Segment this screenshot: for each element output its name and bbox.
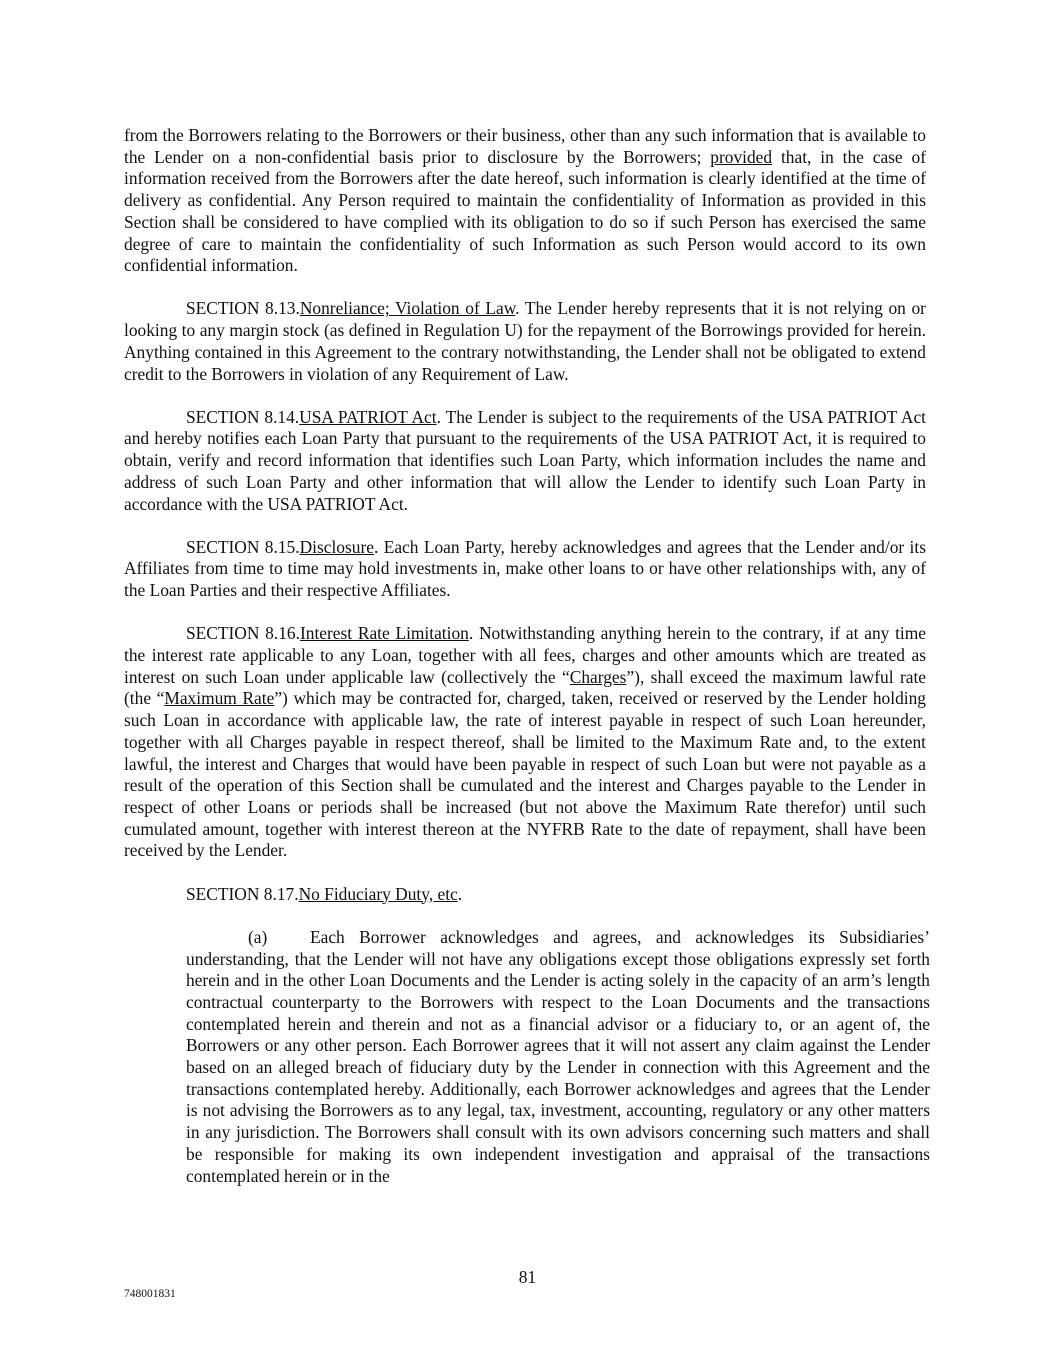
- section-title: USA PATRIOT Act: [299, 406, 437, 427]
- section-title: Nonreliance; Violation of Law: [299, 298, 516, 319]
- section-8-13: SECTION 8.13.Nonreliance; Violation of Law. The Lender hereby represents that it is not relying on or looking to any margin stock (as defined in Regulation U) for the repayment of the Borrowings provided for herein. Anything contained in this Agreement to the contrary notwithstanding, the Lender shall not be obligated to extend credit to the Borrowers in violation of any Requirement of Law.: [124, 298, 926, 384]
- section-8-14: SECTION 8.14.USA PATRIOT Act. The Lender is subject to the requirements of the USA PATRIOT Act and hereby notifies each Loan Party that pursuant to the requirements of the USA PATRIOT Act, it is required to obtain, verify and record information that identifies such Loan Party, which information includes the name and address of such Loan Party and other information that will allow the Lender to identify such Loan Party in accordance with the USA PATRIOT Act.: [124, 406, 926, 514]
- section-title: Disclosure: [299, 536, 374, 557]
- section-number: SECTION 8.16.: [186, 623, 300, 644]
- section-number: SECTION 8.14.: [186, 406, 300, 427]
- document-body: [124, 125, 930, 1209]
- section-8-17-a: (a) Each Borrower acknowledges and agrees, and acknowledges its Subsidiaries’ understanding, that the Lender will not have any obligations except those obligations expressly set forth herein and in the other Loan Documents and the Lender is acting solely in the capacity of an arm’s length contractual counterparty to the Borrowers with respect to the Loan Documents and the transactions contemplated herein and therein and not as a financial advisor or a fiduciary to, or an agent of, the Borrowers or any other person. Each Borrower agrees that it will not assert any claim against the Lender based on an alleged breach of fiduciary duty by the Lender in connection with this Agreement and the transactions contemplated hereby. Additionally, each Borrower acknowledges and agrees that the Lender is not advising the Borrowers as to any legal, tax, investment, accounting, regulatory or any other matters in any jurisdiction. The Borrowers shall consult with its own advisors concerning such matters and shall be responsible for making its own independent investigation and appraisal of the transactions contemplated herein or in the: [186, 926, 930, 1186]
- section-title: Interest Rate Limitation: [299, 623, 469, 644]
- clause-label: (a): [248, 926, 268, 947]
- section-8-15: SECTION 8.15.Disclosure. Each Loan Party, hereby acknowledges and agrees that the Lender and/or its Affiliates from time to time may hold investments in, make other loans to or have other relationships with, any of the Loan Parties and their respective Affiliates.: [124, 536, 926, 601]
- maximum-rate-term: Maximum Rate: [164, 688, 275, 709]
- document-id: 748001831: [124, 1288, 176, 1300]
- section-title: No Fiduciary Duty, etc: [298, 883, 458, 904]
- charges-term: Charges: [569, 666, 627, 687]
- section-8-17: SECTION 8.17.No Fiduciary Duty, etc.: [186, 883, 463, 904]
- section-number: SECTION 8.15.: [186, 536, 300, 557]
- page-number: 81: [518, 1267, 537, 1287]
- paragraph-confidentiality-continued: from the Borrowers relating to the Borrowers or their business, other than any such information that is available to the Lender on a non-confidential basis prior to disclosure by the Borrowers; provided that, in the case of information received from the Borrowers after the date hereof, such information is clearly identified at the time of delivery as confidential. Any Person required to maintain the confidentiality of Information as provided in this Section shall be considered to have complied with its obligation to do so if such Person has exercised the same degree of care to maintain the confidentiality of such Information as such Person would accord to its own confidential information.: [124, 125, 926, 276]
- section-8-16: SECTION 8.16.Interest Rate Limitation. Notwithstanding anything herein to the contrary, if at any time the interest rate applicable to any Loan, together with all fees, charges and other amounts which are treated as interest on such Loan under applicable law (collectively the “Charges”), shall exceed the maximum lawful rate (the “Maximum Rate”) which may be contracted for, charged, taken, received or reserved by the Lender holding such Loan in accordance with applicable law, the rate of interest payable in respect of such Loan hereunder, together with all Charges payable in respect thereof, shall be limited to the Maximum Rate and, to the extent lawful, the interest and Charges that would have been payable in respect of such Loan but were not payable as a result of the operation of this Section shall be cumulated and the interest and Charges payable to the Lender in respect of other Loans or periods shall be increased (but not above the Maximum Rate therefor) until such cumulated amount, together with interest thereon at the NYFRB Rate to the date of repayment, shall have been received by the Lender.: [124, 623, 927, 861]
- section-number: SECTION 8.17.: [186, 883, 299, 904]
- provided-term: provided: [710, 146, 773, 167]
- section-number: SECTION 8.13.: [186, 298, 300, 319]
